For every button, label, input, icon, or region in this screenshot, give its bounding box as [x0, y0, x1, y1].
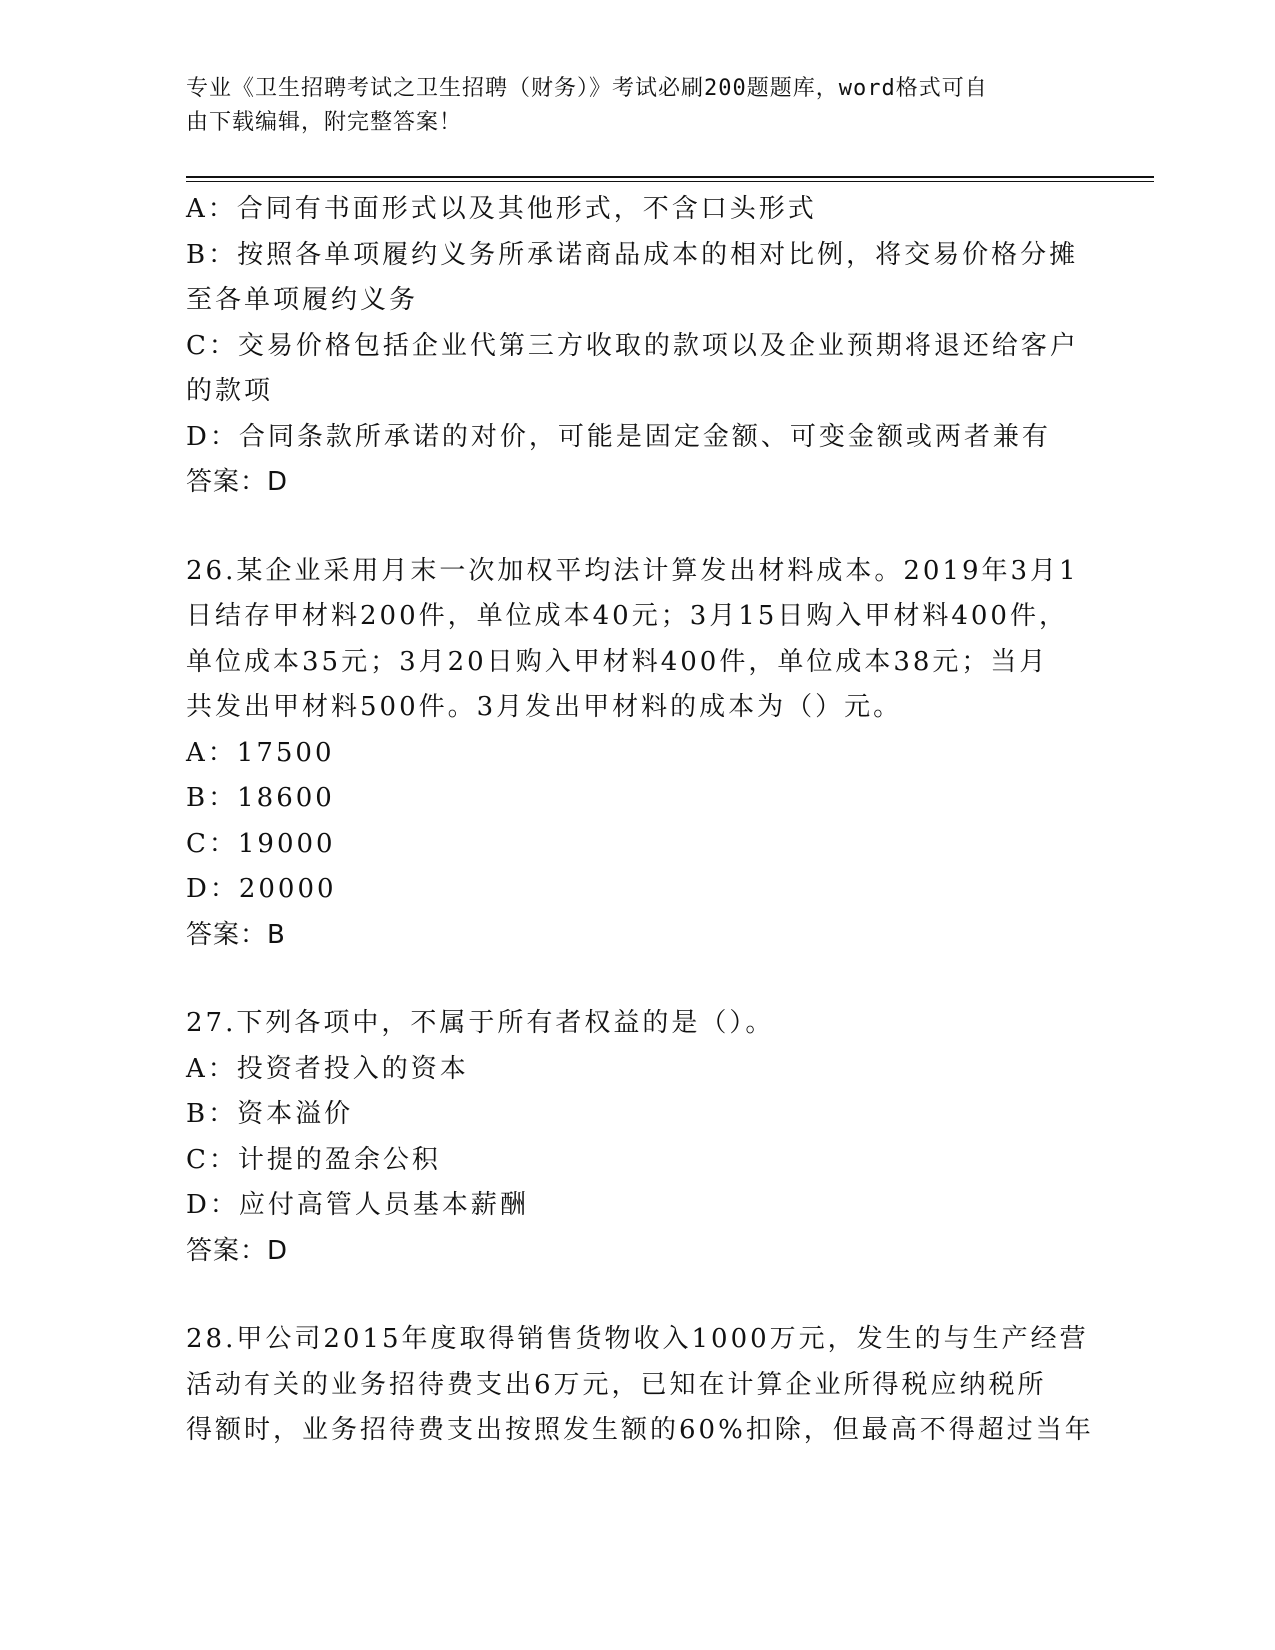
spacer — [186, 958, 1086, 1001]
q27-option-a: A：投资者投入的资本 — [186, 1053, 469, 1084]
question-26 — [186, 549, 1086, 959]
q25-option-c-line-1: C：交易价格包括企业代第三方收取的款项以及企业预期将退还给客户 — [186, 330, 1079, 361]
document-body — [186, 187, 1094, 1454]
q27-option-c: C：计提的盈余公积 — [186, 1144, 441, 1175]
question-28 — [186, 1317, 1094, 1454]
header-line-1: 专业《卫生招聘考试之卫生招聘（财务）》考试必刷200题题库，word格式可自 — [186, 76, 988, 101]
q28-stem-line-3: 得额时，业务招待费支出按照发生额的60%扣除，但最高不得超过当年 — [186, 1415, 1094, 1445]
q25-option-b-line-2: 至各单项履约义务 — [186, 285, 419, 315]
q26-stem-line-3: 单位成本35元；3月20日购入甲材料400件，单位成本38元；当月 — [186, 646, 1049, 677]
q26-option-d: D：20000 — [186, 874, 337, 904]
header-rule-thick — [186, 176, 1154, 178]
q26-stem-line-4: 共发出甲材料500件。3月发出甲材料的成本为（）元。 — [186, 692, 903, 722]
q26-option-c: C：19000 — [186, 828, 336, 859]
q27-stem: 27.下列各项中，不属于所有者权益的是（）。 — [186, 1008, 775, 1038]
q26-stem-line-1: 26.某企业采用月末一次加权平均法计算发出材料成本。2019年3月1 — [186, 555, 1079, 586]
q28-stem-line-2: 活动有关的业务招待费支出6万元，已知在计算企业所得税应纳税所 — [186, 1369, 1047, 1400]
header-line-2: 由下载编辑，附完整答案！ — [186, 110, 463, 135]
question-25-options — [186, 187, 1086, 506]
q25-option-d: D：合同条款所承诺的对价，可能是固定金额、可变金额或两者兼有 — [186, 421, 1051, 452]
q26-answer: 答案：B — [186, 919, 286, 950]
spacer — [186, 1274, 1086, 1317]
q25-option-a: A：合同有书面形式以及其他形式，不含口头形式 — [186, 194, 817, 224]
q28-stem-line-1: 28.甲公司2015年度取得销售货物收入1000万元，发生的与生产经营 — [186, 1324, 1089, 1354]
q26-option-b: B：18600 — [186, 783, 335, 813]
header-rule-thin — [186, 181, 1154, 182]
q26-stem-line-2: 日结存甲材料200件，单位成本40元；3月15日购入甲材料400件， — [186, 601, 1068, 631]
q25-option-c-line-2: 的款项 — [186, 376, 274, 406]
q27-option-b: B：资本溢价 — [186, 1099, 354, 1129]
q25-option-b-line-1: B：按照各单项履约义务所承诺商品成本的相对比例，将交易价格分摊 — [186, 239, 1079, 270]
question-27 — [186, 1001, 1086, 1274]
q27-option-d: D：应付高管人员基本薪酬 — [186, 1190, 529, 1220]
q27-answer: 答案：D — [186, 1235, 289, 1266]
spacer — [186, 506, 1086, 549]
document-header — [186, 72, 1066, 140]
q26-option-a: A：17500 — [186, 737, 335, 768]
q25-answer: 答案：D — [186, 467, 289, 497]
